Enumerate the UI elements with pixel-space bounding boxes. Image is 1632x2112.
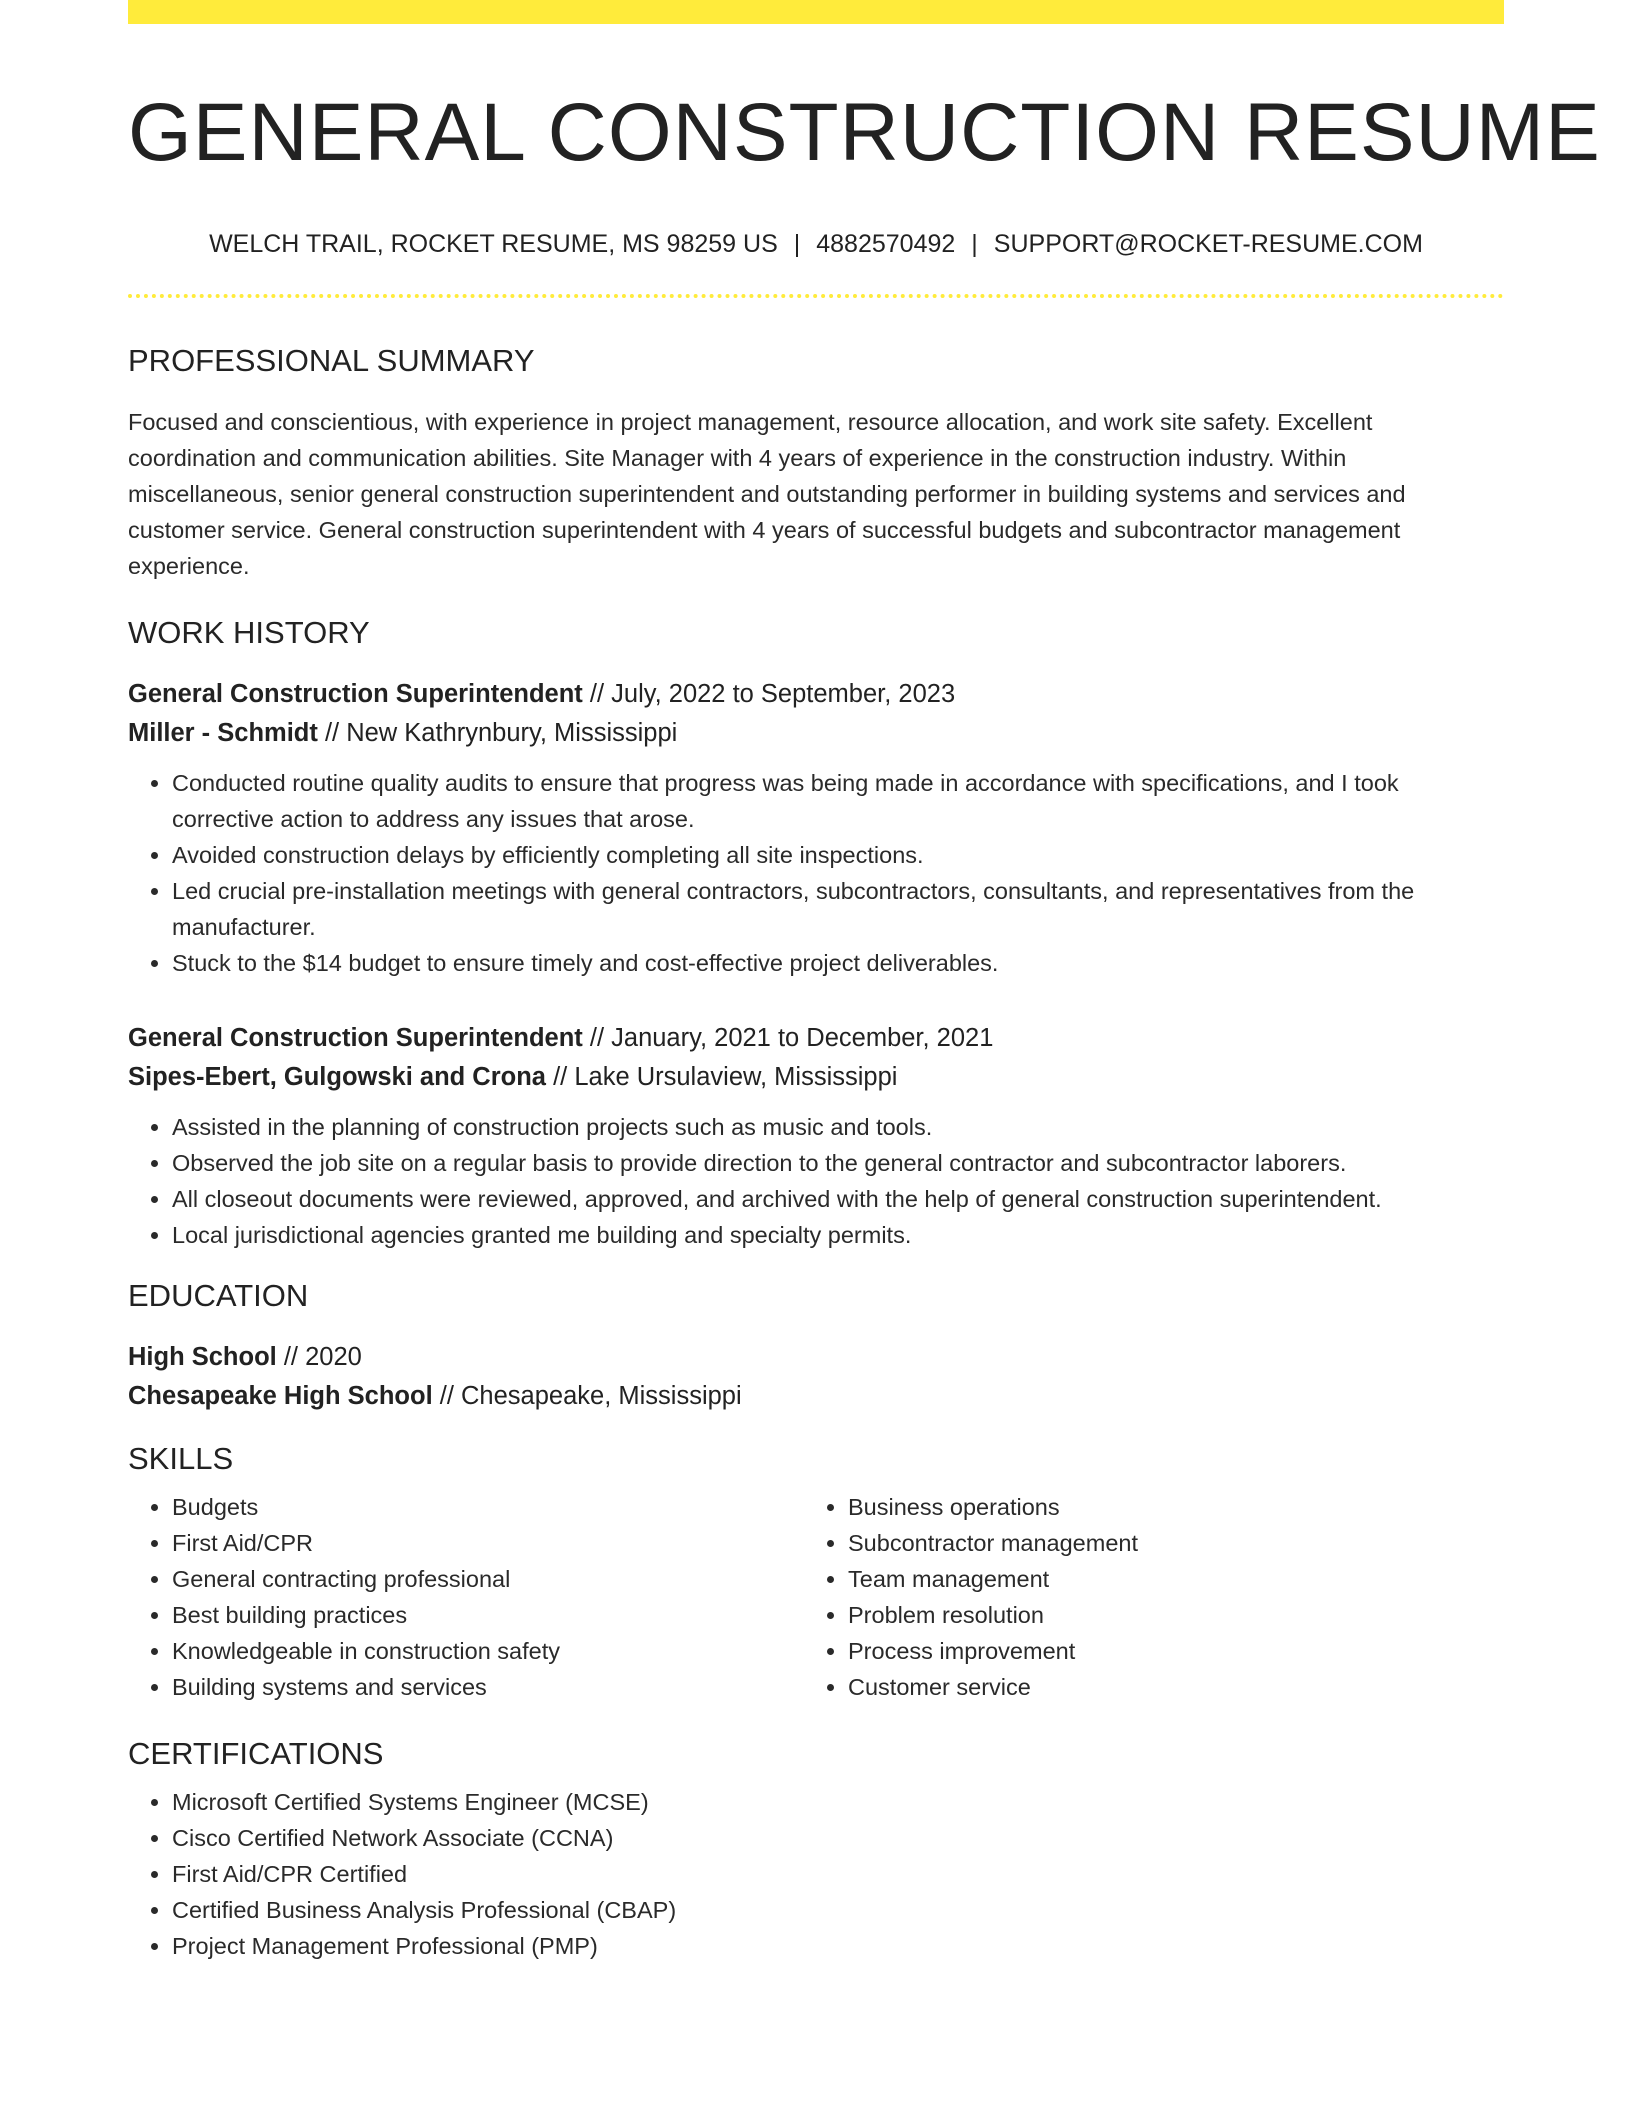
list-item: • First Aid/CPR Certified [172,1856,1504,1892]
job-company: Sipes-Ebert, Gulgowski and Crona [128,1062,546,1091]
list-item: • First Aid/CPR [172,1525,804,1561]
education-year: // 2020 [276,1342,362,1371]
job-role: General Construction Superintendent [128,1023,583,1052]
job-role: General Construction Superintendent [128,679,583,708]
list-item: • Best building practices [172,1597,804,1633]
list-item: • Microsoft Certified Systems Engineer (MCSE) [172,1784,1504,1820]
dotted-divider [128,294,1504,298]
accent-top-bar [128,0,1504,24]
job-entry [128,675,1504,981]
list-item: • Subcontractor management [848,1525,1480,1561]
education-school: Chesapeake High School [128,1381,433,1410]
summary-heading: PROFESSIONAL SUMMARY [128,343,535,379]
list-item: • Assisted in the planning of construction projects such as music and tools. [172,1109,1504,1145]
skills-heading: SKILLS [128,1440,234,1476]
job-title-line [128,1019,1504,1058]
work-history-heading: WORK HISTORY [128,614,370,650]
skills-list-right [804,1489,1480,1705]
list-item: • General contracting professional [172,1561,804,1597]
job-bullet-list [128,765,1504,981]
list-item: • Process improvement [848,1633,1480,1669]
job-location: // New Kathrynbury, Mississippi [317,718,678,747]
job-location: // Lake Ursulaview, Mississippi [546,1062,898,1091]
list-item: • Stuck to the $14 budget to ensure timely and cost-effective project deliverables. [172,945,1504,981]
list-item: • Avoided construction delays by efficiently completing all site inspections. [172,837,1504,873]
contact-line [128,230,1504,259]
education-school-line [128,1377,1504,1416]
job-company-line [128,714,1504,753]
job-entry [128,1019,1504,1253]
list-item: • Led crucial pre-installation meetings with general contractors, subcontractors, consultants, and representatives from the manufacturer. [172,873,1504,945]
summary-text: Focused and conscientious, with experience in project management, resource allocation, and work site safety. Excellent coordination and communication abilities. Site Manager with 4 years of experience in the construction industry. Within miscellaneous, senior general construction superintendent and outstanding performer in building systems and services and customer service. General construction superintendent with 4 years of successful budgets and subcontractor management experience. [128,408,1406,579]
job-dates: // July, 2022 to September, 2023 [582,679,956,708]
contact-separator: | [971,230,978,259]
list-item: • Observed the job site on a regular basis to provide direction to the general contractor and subcontractor laborers. [172,1145,1504,1181]
list-item: • Local jurisdictional agencies granted me building and specialty permits. [172,1217,1504,1253]
skills-columns [128,1489,1504,1705]
job-bullet-list [128,1109,1504,1253]
list-item: • Building systems and services [172,1669,804,1705]
contact-email: SUPPORT@ROCKET-RESUME.COM [993,230,1423,259]
job-company-line [128,1058,1504,1097]
contact-phone: 4882570492 [816,230,956,259]
education-degree-line [128,1338,1504,1377]
skills-list-left [128,1489,804,1705]
list-item: • Certified Business Analysis Professional (CBAP) [172,1892,1504,1928]
list-item: • Conducted routine quality audits to ensure that progress was being made in accordance with specifications, and I took corrective action to address any issues that arose. [172,765,1504,837]
list-item: • Cisco Certified Network Associate (CCNA) [172,1820,1504,1856]
contact-separator: | [793,230,801,259]
resume-page [128,0,1601,1964]
job-title-line [128,675,1504,714]
list-item: • Customer service [848,1669,1480,1705]
list-item: • Team management [848,1561,1480,1597]
education-location: // Chesapeake, Mississippi [432,1381,742,1410]
job-dates: // January, 2021 to December, 2021 [582,1023,994,1052]
list-item: • Knowledgeable in construction safety [172,1633,804,1669]
contact-address: WELCH TRAIL, ROCKET RESUME, MS 98259 US [209,230,778,259]
education-heading: EDUCATION [128,1277,309,1313]
resume-title: GENERAL CONSTRUCTION RESUME [128,87,1601,178]
education-entry [128,1338,1504,1416]
certifications-heading: CERTIFICATIONS [128,1736,384,1772]
list-item: • Budgets [172,1489,804,1525]
list-item: • All closeout documents were reviewed, approved, and archived with the help of general construction superintendent. [172,1181,1504,1217]
job-company: Miller - Schmidt [128,718,318,747]
list-item: • Business operations [848,1489,1480,1525]
certifications-list [128,1784,1504,1964]
list-item: • Problem resolution [848,1597,1480,1633]
education-degree: High School [128,1342,277,1371]
list-item: • Project Management Professional (PMP) [172,1928,1504,1964]
